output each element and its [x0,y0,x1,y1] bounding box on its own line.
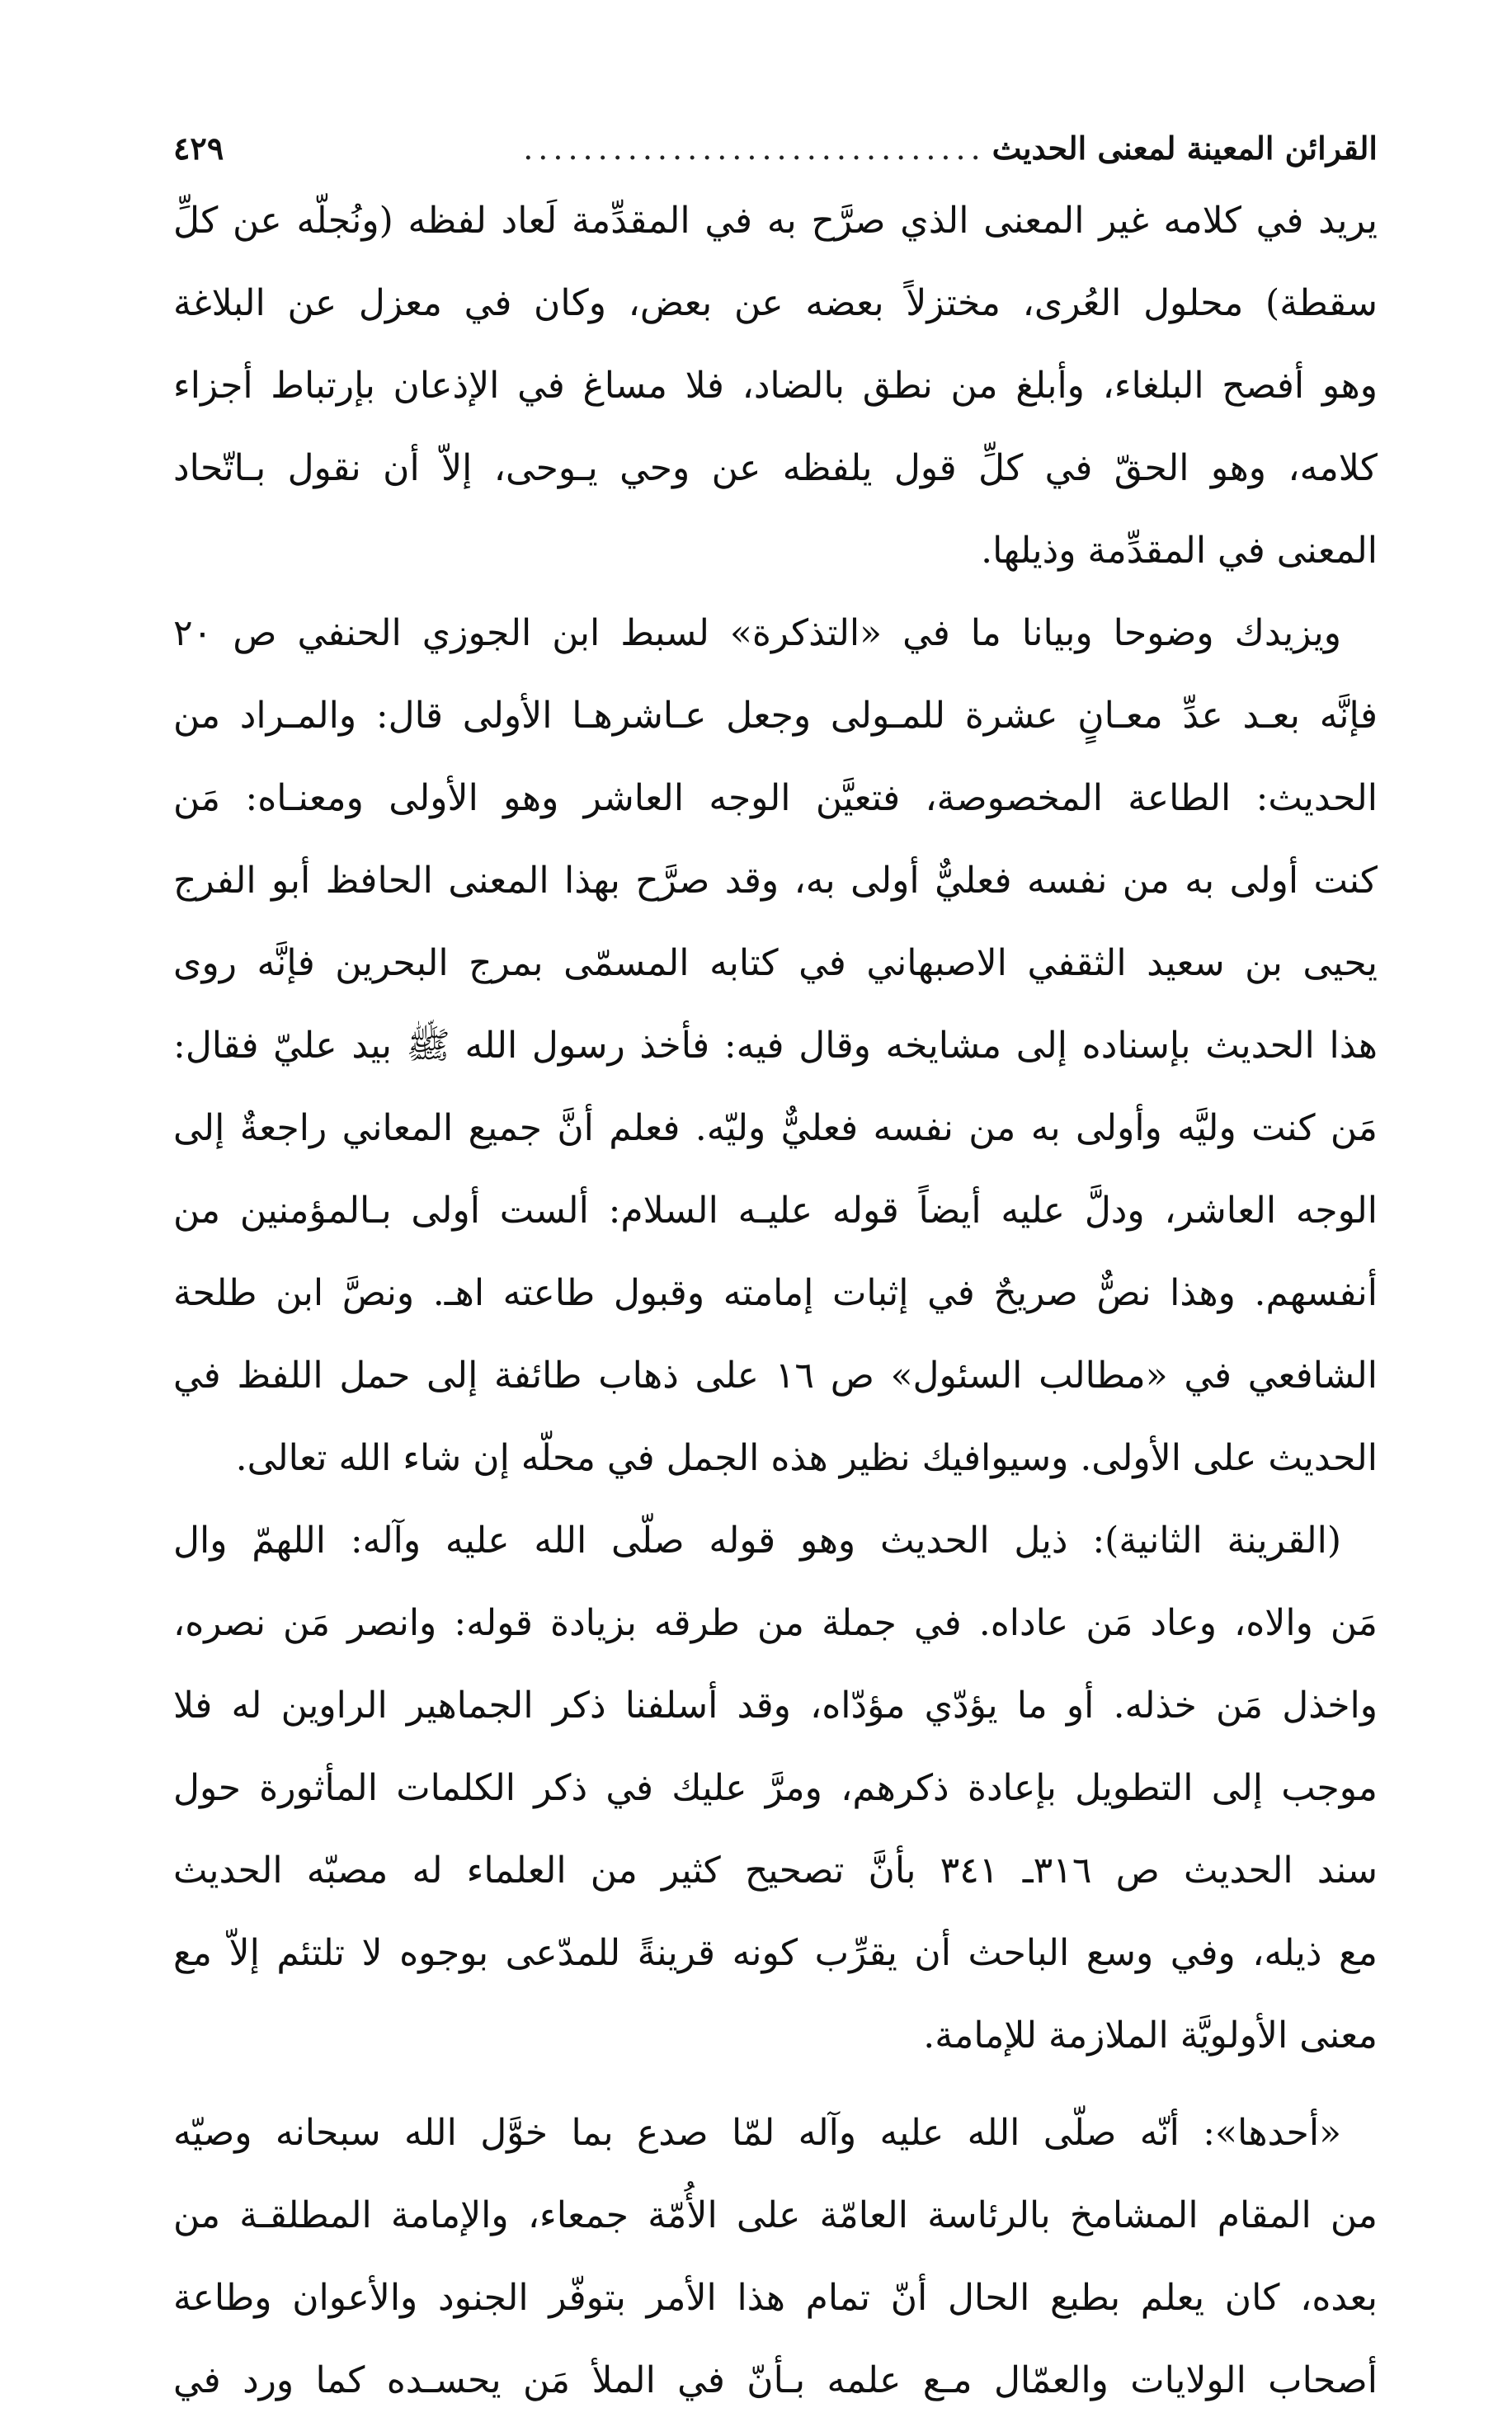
paragraph-2 [173,592,1378,1500]
text-line: من المقام المشامخ بالرئاسة العامّة على الأُمّة جمعاء، والإمامة المطلقـة من [173,2194,1378,2236]
text-line: كنت أولى به من نفسه فعليٌّ أولى به، وقد صرَّح بهذا المعنى الحافظ أبو الفرج [173,860,1378,902]
text-line: الحديث: الطاعة المخصوصة، فتعيَّن الوجه العاشر وهو الأولى ومعنـاه: مَن [173,777,1378,819]
text-line: الوجه العاشر، ودلَّ عليه أيضاً قوله عليـه السلام: ألست أولى بـالمؤمنين من [173,1190,1378,1232]
text-line: هذا الحديث بإسناده إلى مشايخه وقال فيه: فأخذ رسول الله ﷺ بيد عليّ فقال: [173,1025,1378,1067]
page-number: ٤٢٩ [173,130,224,167]
paragraph-3 [173,1500,1378,2077]
book-page [173,107,1378,2401]
text-line: واخذل مَن خذله. أو ما يؤدّي مؤدّاه، وقد أسلفنا ذكر الجماهير الراوين له فلا [173,1685,1378,1727]
text-line: معنى الأولويَّة الملازمة للإمامة. [923,2014,1378,2057]
text-line: موجب إلى التطويل بإعادة ذكرهم، ومرَّ عليك في ذكر الكلمات المأثورة حول [173,1767,1378,1809]
chapter-title: القرائن المعينة لمعنى الحديث [992,130,1378,167]
text-line: فإنَّه بعـد عدِّ معـانٍ عشرة للمـولى وجعل عـاشرهـا الأولى قال: والمـراد من [173,695,1378,737]
text-line: المعنى في المقدِّمة وذيلها. [981,530,1378,572]
paragraph-1 [173,180,1378,592]
text-line: (القرينة الثانية): ذيل الحديث وهو قوله صلّى الله عليه وآله: اللهمّ وال [173,1520,1342,1562]
text-line: بعده، كان يعلم بطبع الحال أنّ تمام هذا الأمر بتوفّر الجنود والأعوان وطاعة [173,2277,1378,2319]
text-line: «أحدها»: أنّه صلّى الله عليه وآله لمّا صدع بما خوَّل الله سبحانه وصيّه [173,2112,1341,2154]
paragraph-4 [173,2092,1378,2422]
text-line: وهو أفصح البلغاء، وأبلغ من نطق بالضاد، فلا مساغ في الإذعان بإرتباط أجزاء [173,365,1378,407]
leader-dots: ............................... [523,130,986,167]
text-line: أنفسهم. وهذا نصٌّ صريحٌ في إثبات إمامته وقبول طاعته اهـ. ونصَّ ابن طلحة [173,1272,1378,1314]
paragraph-gap [173,2077,1378,2092]
running-header [173,107,1378,173]
text-line: سقطة) محلول العُرى، مختزلاً بعضه عن بعض، وكان في معزل عن البلاغة [173,282,1378,324]
text-line: الشافعي في «مطالب السئول» ص ١٦ على ذهاب طائفة إلى حمل اللفظ في [173,1355,1378,1397]
body-text [173,180,1378,2422]
text-line: مَن كنت وليَّه وأولى به من نفسه فعليٌّ وليّه. فعلم أنَّ جميع المعاني راجعةٌ إلى [173,1107,1378,1149]
text-line: كلامه، وهو الحقّ في كلِّ قول يلفظه عن وحي يـوحى، إلاّ أن نقول بـاتّحاد [173,447,1378,489]
text-line: مَن والاه، وعاد مَن عاداه. في جملة من طرقه بزيادة قوله: وانصر مَن نصره، [173,1602,1378,1644]
text-line: مع ذيله، وفي وسع الباحث أن يقرِّب كونه قرينةً للمدّعى بوجوه لا تلتئم إلاّ مع [173,1932,1378,1974]
text-line: ويزيدك وضوحا وبيانا ما في «التذكرة» لسبط ابن الجوزي الحنفي ص ٢٠ [173,612,1341,654]
text-line: أصحاب الولايات والعمّال مـع علمه بـأنّ في الملأ مَن يحسـده كما ورد في [173,2359,1378,2401]
text-line: يحيى بن سعيد الثقفي الاصبهاني في كتابه المسمّى بمرج البحرين فإنَّه روى [173,942,1378,984]
text-line: سند الحديث ص ٣١٦ـ ٣٤١ بأنَّ تصحيح كثير من العلماء له مصبّه الحديث [173,1849,1378,1892]
text-line: يريد في كلامه غير المعنى الذي صرَّح به في المقدِّمة لَعاد لفظه (ونُجلّه عن كلِّ [173,200,1378,242]
text-line: الحديث على الأولى. وسيوافيك نظير هذه الجمل في محلّه إن شاء الله تعالى. [235,1437,1378,1479]
